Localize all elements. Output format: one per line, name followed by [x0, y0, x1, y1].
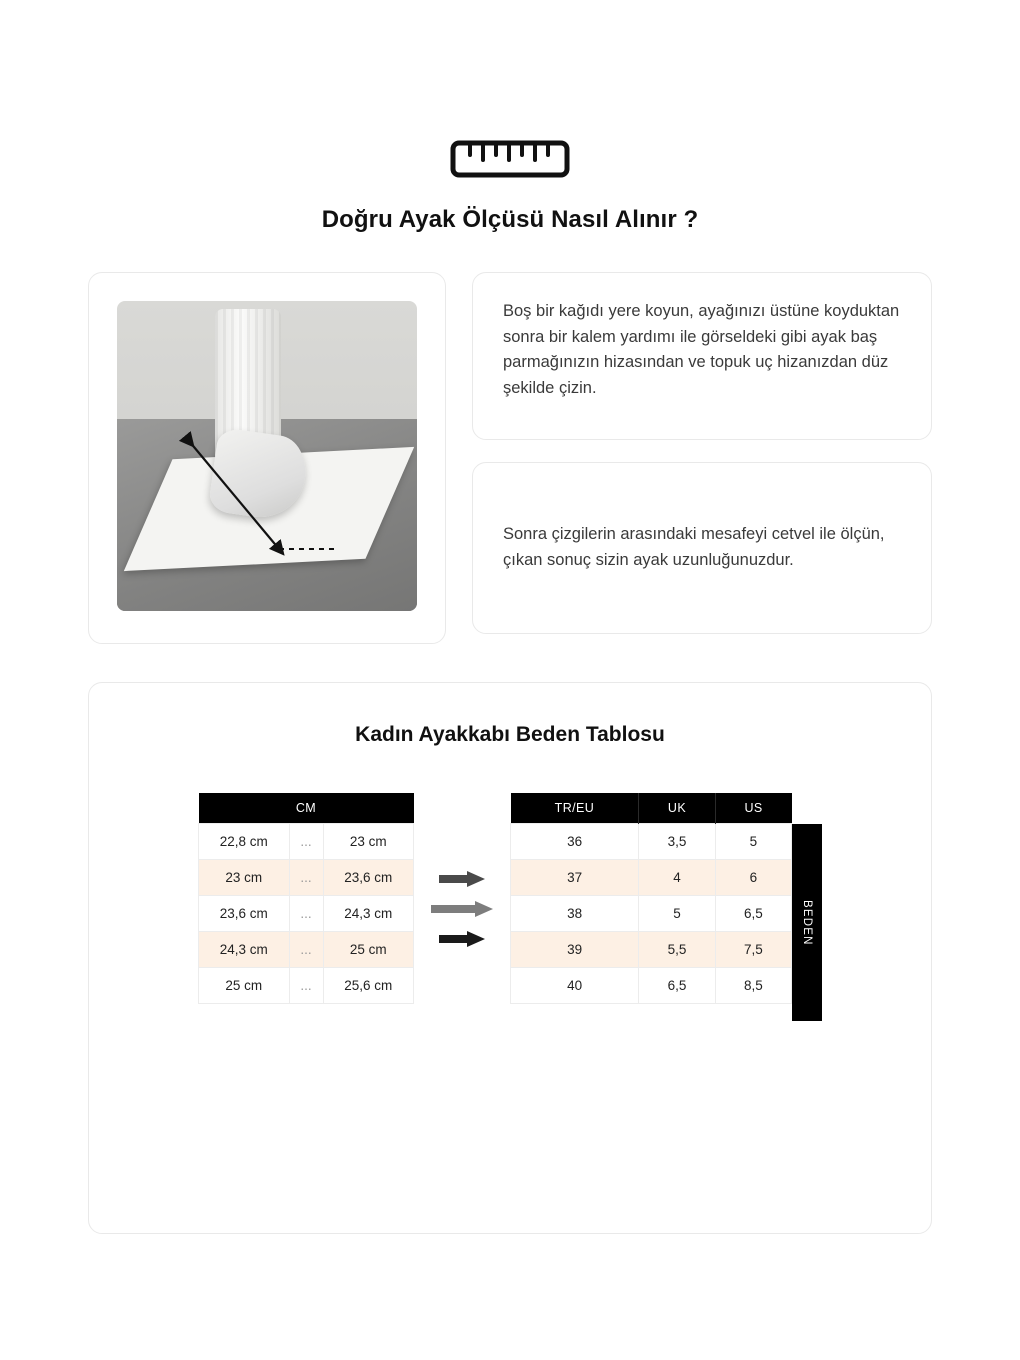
arrow-right-icon	[439, 871, 485, 892]
size-uk: 3,5	[639, 824, 715, 860]
cm-table	[198, 793, 414, 1004]
beden-side-label-text: BEDEN	[801, 899, 813, 946]
cm-separator: ...	[289, 824, 323, 860]
cm-from: 25 cm	[199, 968, 290, 1004]
table-row	[511, 824, 792, 860]
cm-header-cell: CM	[199, 793, 414, 824]
instruction-text-column	[472, 272, 932, 634]
instruction-photo-card	[88, 272, 446, 644]
photo-measure-annotation	[117, 301, 417, 611]
size-header-tr-eu: TR/EU	[511, 793, 639, 824]
cm-to: 25,6 cm	[323, 968, 414, 1004]
size-uk: 5,5	[639, 932, 715, 968]
size-tables-row	[89, 793, 931, 1021]
conversion-arrows	[414, 793, 510, 952]
size-tr-eu: 39	[511, 932, 639, 968]
size-uk: 5	[639, 896, 715, 932]
instruction-step-1: Boş bir kağıdı yere koyun, ayağınızı üstüne koyduktan sonra bir kalem yardımı ile görseldeki gibi ayak baş parmağınızın hizasından ve topuk uç hizanızdan düz şekilde çizin.	[472, 272, 932, 440]
cm-separator: ...	[289, 860, 323, 896]
cm-from: 23 cm	[199, 860, 290, 896]
size-us: 6,5	[715, 896, 791, 932]
page-title: Doğru Ayak Ölçüsü Nasıl Alınır ?	[321, 206, 699, 233]
beden-side-label	[792, 824, 822, 1021]
size-uk: 6,5	[639, 968, 715, 1004]
size-us: 8,5	[715, 968, 791, 1004]
size-us: 7,5	[715, 932, 791, 968]
cm-from: 24,3 cm	[199, 932, 290, 968]
size-tr-eu: 40	[511, 968, 639, 1004]
size-uk: 4	[639, 860, 715, 896]
cm-to: 24,3 cm	[323, 896, 414, 932]
size-table-header-row	[511, 793, 792, 824]
cm-separator: ...	[289, 896, 323, 932]
cm-from: 22,8 cm	[199, 824, 290, 860]
ruler-icon	[450, 140, 570, 178]
header-icon-wrap	[0, 0, 1020, 178]
size-chart-title: Kadın Ayakkabı Beden Tablosu	[355, 723, 665, 746]
size-tr-eu: 37	[511, 860, 639, 896]
foot-measure-photo	[117, 301, 417, 611]
size-tr-eu: 36	[511, 824, 639, 860]
instruction-step-2: Sonra çizgilerin arasındaki mesafeyi cetvel ile ölçün, çıkan sonuç sizin ayak uzunluğunuzdur.	[472, 462, 932, 634]
size-us: 6	[715, 860, 791, 896]
size-chart-section	[88, 682, 932, 1234]
cm-to: 25 cm	[323, 932, 414, 968]
cm-to: 23 cm	[323, 824, 414, 860]
cm-separator: ...	[289, 968, 323, 1004]
table-row	[199, 824, 414, 860]
table-row	[511, 860, 792, 896]
arrow-right-icon	[439, 931, 485, 952]
size-table	[510, 793, 792, 1004]
size-table-wrap	[510, 793, 822, 1021]
table-row	[511, 896, 792, 932]
arrow-right-icon	[431, 901, 493, 922]
cm-table-header-row	[199, 793, 414, 824]
table-row	[511, 932, 792, 968]
size-header-us: US	[715, 793, 791, 824]
table-row	[199, 932, 414, 968]
table-row	[511, 968, 792, 1004]
cm-to: 23,6 cm	[323, 860, 414, 896]
table-row	[199, 896, 414, 932]
instructions-section	[0, 234, 1020, 644]
table-row	[199, 968, 414, 1004]
cm-from: 23,6 cm	[199, 896, 290, 932]
size-header-uk: UK	[639, 793, 715, 824]
cm-separator: ...	[289, 932, 323, 968]
table-row	[199, 860, 414, 896]
size-us: 5	[715, 824, 791, 860]
size-tr-eu: 38	[511, 896, 639, 932]
